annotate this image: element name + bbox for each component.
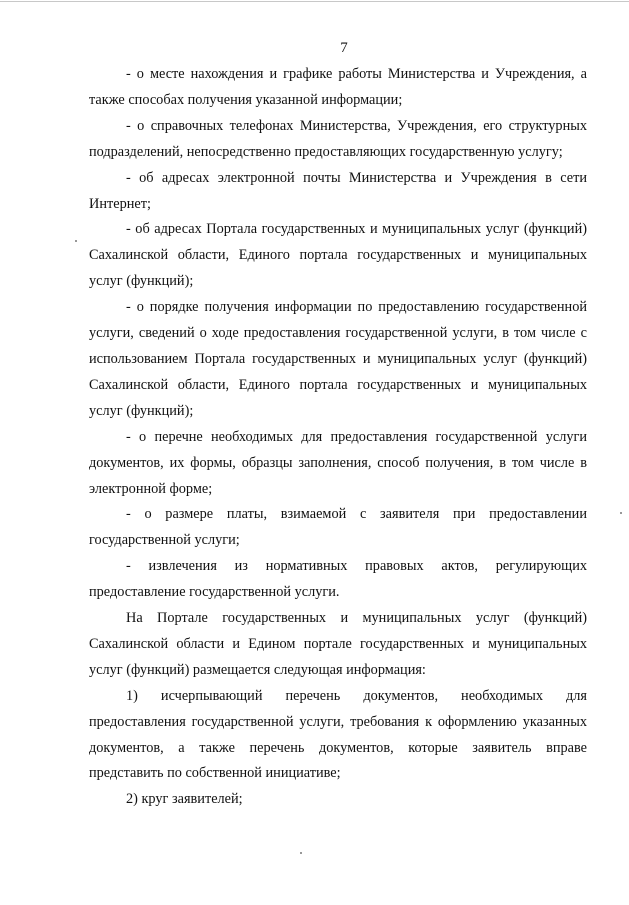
paragraph-documents-list: - о перечне необходимых для предоставления государственной услуги документов, их формы, образцы заполнения, способ получения, в том числе в электронной форме; xyxy=(89,428,587,497)
page-number: 7 xyxy=(340,40,348,56)
scan-edge-line xyxy=(0,1,629,2)
paragraph-reference-phones: - о справочных телефонах Министерства, Учреждения, его структурных подразделений, непосредственно предоставляющих государственную услугу; xyxy=(89,117,587,160)
paragraph-info-procedure: - о порядке получения информации по предоставлению государственной услуги, сведений о ходе предоставления государственной услуги, в том числе с использованием Портала государственных и муниципальных услуг (функций) Сахалинской области, Единого портала государственных и муниципальных услуг (функций); xyxy=(89,299,587,419)
paragraph-legal-extracts: - извлечения из нормативных правовых актов, регулирующих предоставление государственной услуги. xyxy=(89,558,587,601)
paragraph-location-schedule: - о месте нахождения и графике работы Министерства и Учреждения, а также способах получения указанной информации; xyxy=(89,66,587,108)
paragraph-fee-amount: - о размере платы, взимаемой с заявителя при предоставлении государственной услуги; xyxy=(89,506,587,549)
paragraph-email-addresses: - об адресах электронной почты Министерства и Учреждения в сети Интернет; xyxy=(89,169,587,212)
document-body xyxy=(89,62,587,813)
paragraph-portal-info-intro: На Портале государственных и муниципальных услуг (функций) Сахалинской области и Едином портале государственных и муниципальных услуг (функций) размещается следующая информация: xyxy=(89,610,587,678)
list-item-2-applicants: 2) круг заявителей; xyxy=(126,791,243,808)
scan-speck xyxy=(300,852,302,854)
scan-speck xyxy=(75,240,77,242)
scan-speck xyxy=(620,512,622,514)
paragraph-portal-addresses: - об адресах Портала государственных и муниципальных услуг (функций) Сахалинской области, Единого портала государственных и муниципальных услуг (функций); xyxy=(89,221,587,290)
list-item-1-documents: 1) исчерпывающий перечень документов, необходимых для предоставления государственной услуги, требования к оформлению указанных документов, а также перечень документов, которые заявитель вправе представить по собственной инициативе; xyxy=(89,687,587,782)
